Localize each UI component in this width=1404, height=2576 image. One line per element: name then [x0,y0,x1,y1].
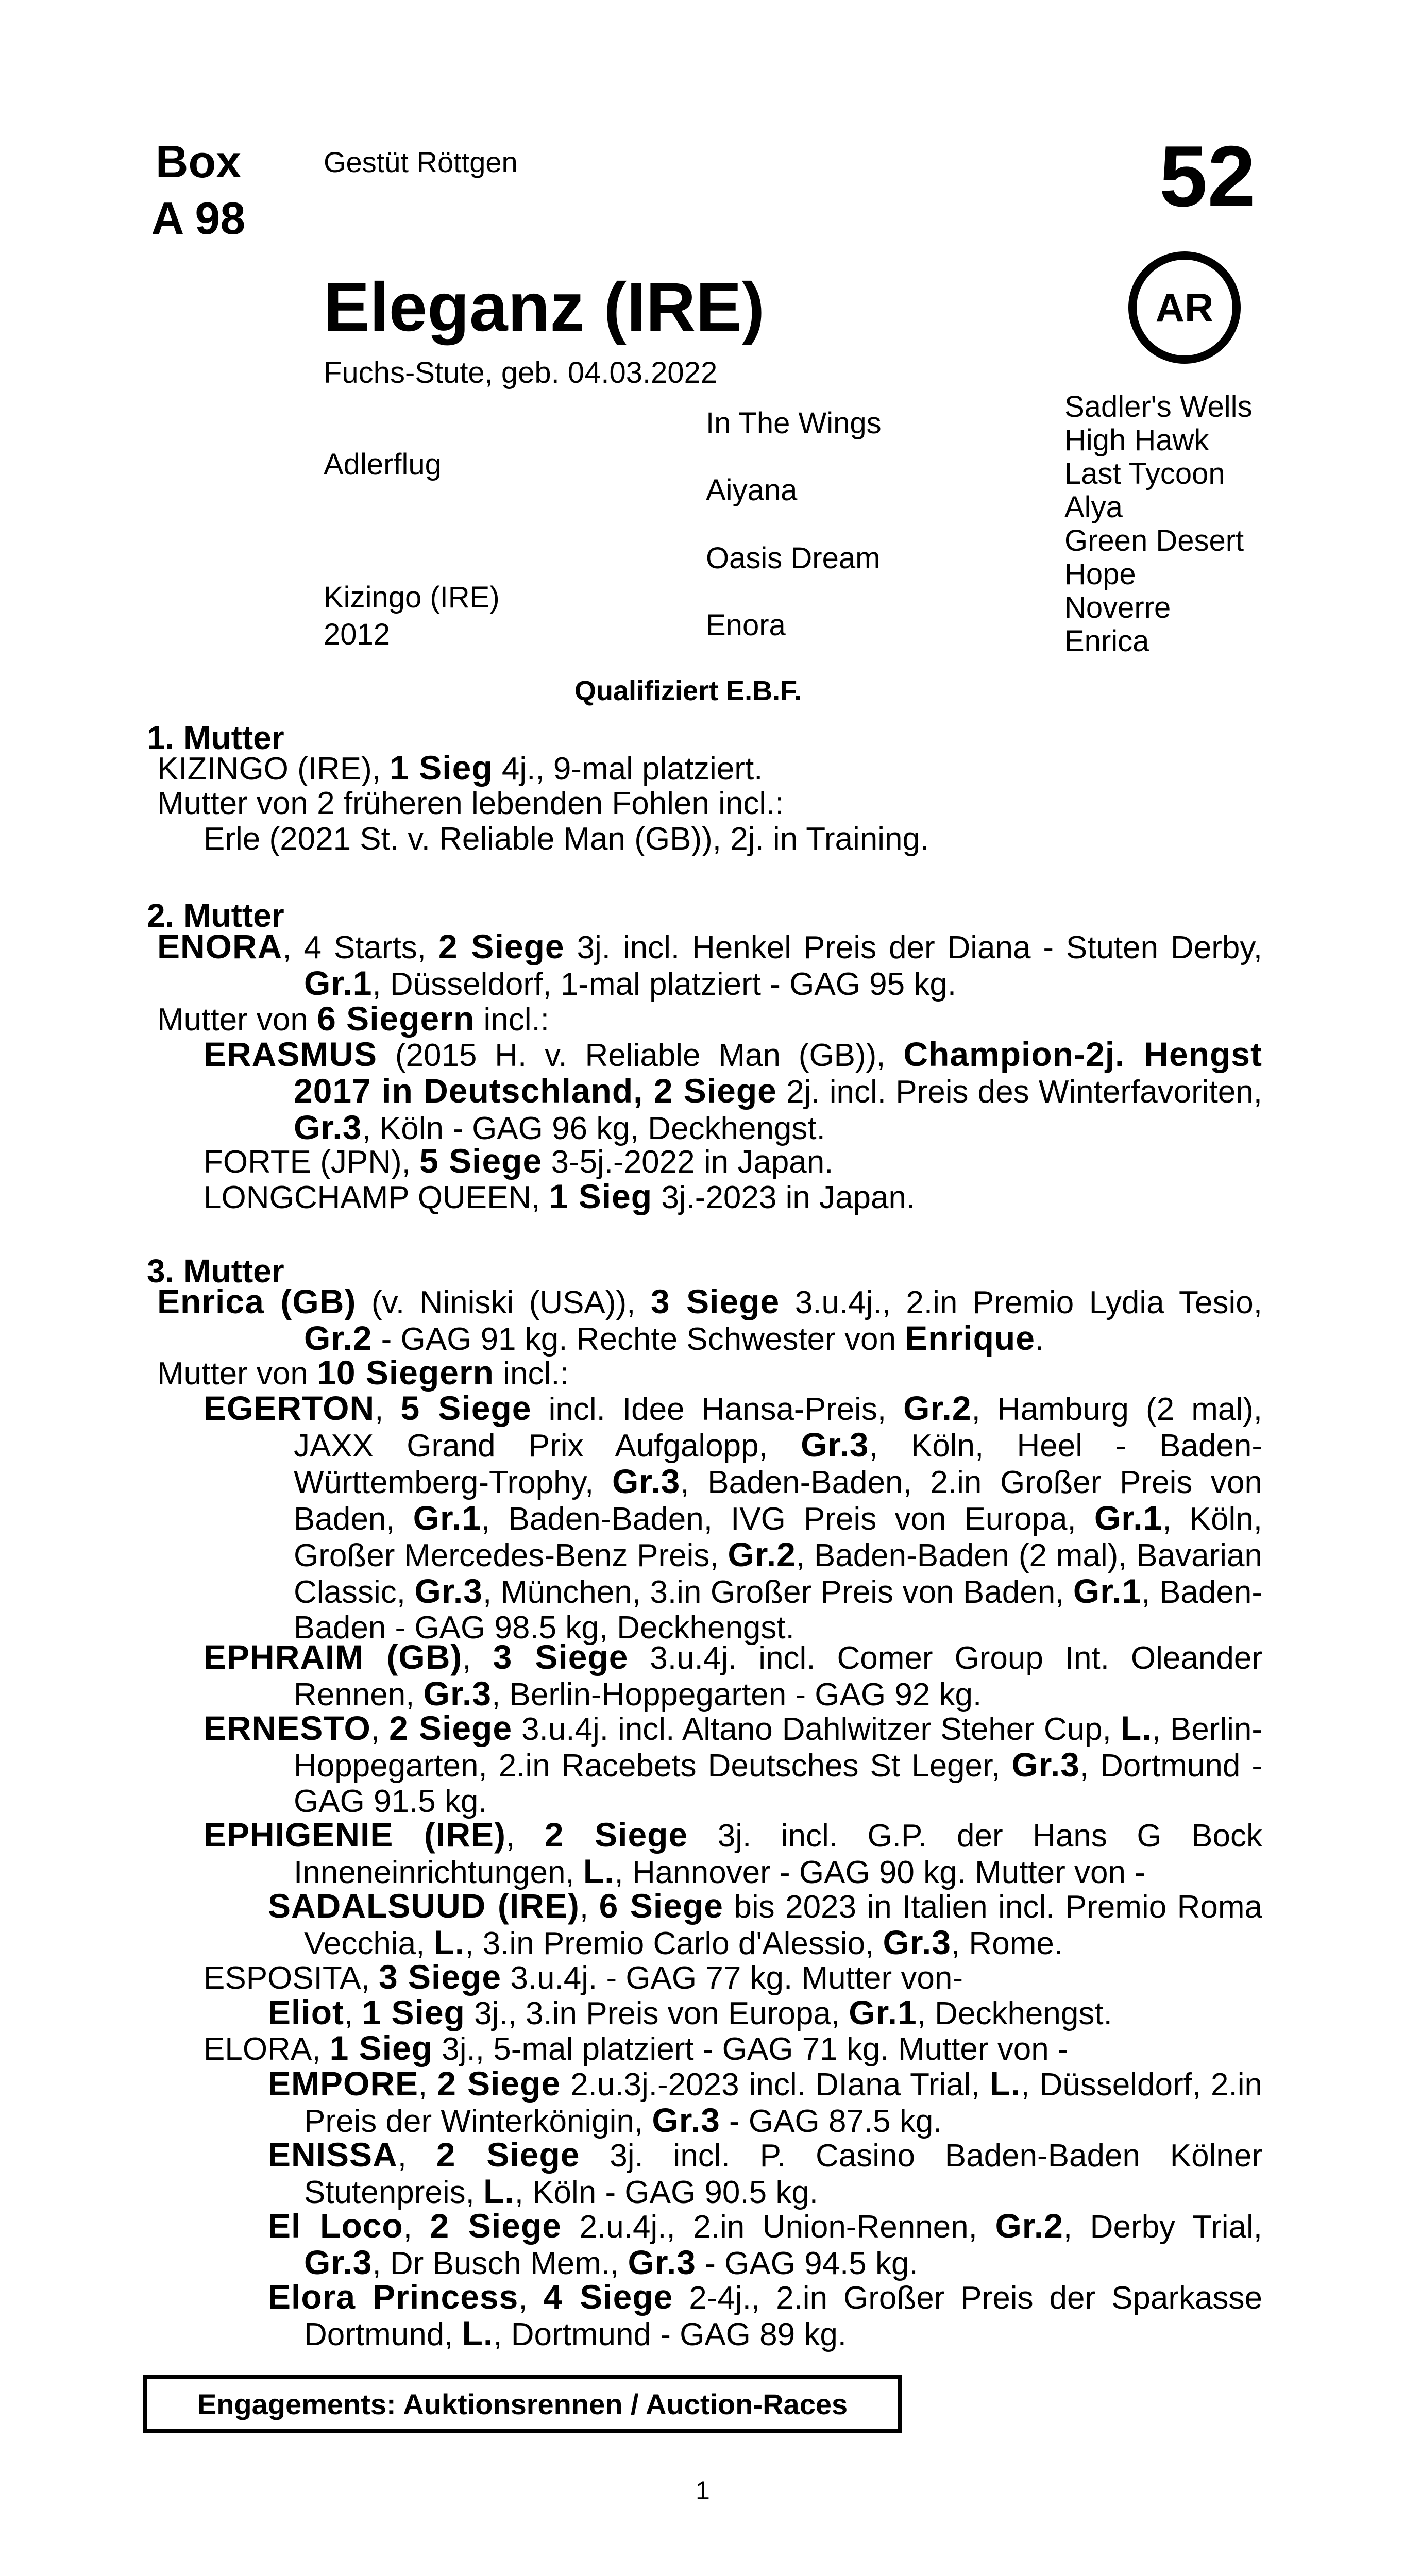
esposita-record: ESPOSITA, 3 Siege 3.u.4j. - GAG 77 kg. Mutter von- [204,1958,963,1996]
pedigree-grandparent: Oasis Dream [706,541,881,575]
el-loco-record: El Loco, 2 Siege 2.u.4j., 2.in Union-Rennen, Gr.2, Derby Trial, Gr.3, Dr Busch Mem., Gr.3 - GAG 94.5 kg. [268,2207,1262,2281]
enora-record: ENORA, 4 Starts, 2 Siege 3j. incl. Henkel Preis der Diana - Stuten Derby, Gr.1, Düsseldorf, 1-mal platziert - GAG 95 kg. [157,927,1262,1002]
section-title-third-dam: 3. Mutter [147,1252,284,1290]
third-dam-produce: Mutter von 10 Siegern incl.: [157,1353,569,1392]
pedigree-great-grandparent: Sadler's Wells [1064,390,1253,423]
pedigree-dam-year: 2012 [324,618,391,651]
pedigree-great-grandparent: Green Desert [1064,524,1244,557]
enrica-record: Enrica (GB) (v. Niniski (USA)), 3 Siege 3.u.4j., 2.in Premio Lydia Tesio, Gr.2 - GAG 91 kg. Rechte Schwester von Enrique. [157,1282,1262,1357]
second-dam-produce: Mutter von 6 Siegern incl.: [157,999,549,1038]
empore-record: EMPORE, 2 Siege 2.u.3j.-2023 incl. DIana Trial, L., Düsseldorf, 2.in Preis der Winterkönigin, Gr.3 - GAG 87.5 kg. [268,2064,1262,2139]
egerton-record: EGERTON, 5 Siege incl. Idee Hansa-Preis, Gr.2, Hamburg (2 mal), JAXX Grand Prix Aufgalopp, Gr.3, Köln, Heel - Baden-Württemberg-Trophy, Gr.3, Baden-Baden, 2.in Großer Preis von Baden, Gr.1, Baden-Baden, IVG Preis von Europa, Gr.1, Köln, Großer Mercedes-Benz Preis, Gr.2, Baden-Baden (2 mal), Bavarian Classic, Gr.3, München, 3.in Großer Preis von Baden, Gr.1, Baden-Baden - GAG 98.5 kg, Deckhengst. [204,1389,1263,1646]
first-dam-foal: Erle (2021 St. v. Reliable Man (GB)), 2j. in Training. [204,821,929,857]
breeder-name: Gestüt Röttgen [324,146,518,178]
section-title-second-dam: 2. Mutter [147,897,284,934]
section-title-first-dam: 1. Mutter [147,719,284,756]
ernesto-record: ERNESTO, 2 Siege 3.u.4j. incl. Altano Dahlwitzer Steher Cup, L., Berlin-Hoppegarten, 2.in Racebets Deutsches St Leger, Gr.3, Dortmund - GAG 91.5 kg. [204,1709,1262,1819]
lot-number: 52 [1159,128,1256,225]
pedigree-great-grandparent: Last Tycoon [1064,457,1225,490]
pedigree-great-grandparent: Alya [1064,490,1123,524]
longchamp-queen-record: LONGCHAMP QUEEN, 1 Sieg 3j.-2023 in Japan. [204,1177,916,1215]
engagements-box [143,2375,902,2433]
eliot-record: Eliot, 1 Sieg 3j., 3.in Preis von Europa, Gr.1, Deckhengst. [268,1993,1112,2031]
ephraim-record: EPHRAIM (GB), 3 Siege 3.u.4j. incl. Comer Group Int. Oleander Rennen, Gr.3, Berlin-Hoppegarten - GAG 92 kg. [204,1638,1262,1713]
elora-record: ELORA, 1 Sieg 3j., 5-mal platziert - GAG 71 kg. Mutter von - [204,2029,1069,2067]
pedigree-great-grandparent: Hope [1064,557,1136,591]
pedigree-grandparent: Enora [706,608,786,642]
pedigree-great-grandparent: Enrica [1064,624,1149,658]
qualification-note: Qualifiziert E.B.F. [574,675,802,706]
engagements-text: Engagements: Auktionsrennen / Auction-Races [197,2387,848,2420]
ar-badge [1128,251,1241,364]
first-dam-produce: Mutter von 2 früheren lebenden Fohlen incl.: [157,786,784,821]
box-number: A 98 [151,193,246,244]
horse-name: Eleganz (IRE) [324,269,765,346]
ephigenie-record: EPHIGENIE (IRE), 2 Siege 3j. incl. G.P. der Hans G Bock Inneneinrichtungen, L., Hannover - GAG 90 kg. Mutter von - [204,1816,1262,1890]
enissa-record: ENISSA, 2 Siege 3j. incl. P. Casino Baden-Baden Kölner Stutenpreis, L., Köln - GAG 90.5 kg. [268,2136,1262,2210]
pedigree-grandparent: Aiyana [706,473,798,507]
first-dam-record: KIZINGO (IRE), 1 Sieg 4j., 9-mal platziert. [157,749,763,787]
box-label: Box [155,136,242,187]
pedigree-sire: Adlerflug [324,448,442,481]
sadalsuud-record: SADALSUUD (IRE), 6 Siege bis 2023 in Italien incl. Premio Roma Vecchia, L., 3.in Premio Carlo d'Alessio, Gr.3, Rome. [268,1887,1263,1961]
horse-description: Fuchs-Stute, geb. 04.03.2022 [324,356,718,389]
pedigree-grandparent: In The Wings [706,406,882,440]
pedigree-dam: Kizingo (IRE) [324,581,500,614]
forte-record: FORTE (JPN), 5 Siege 3-5j.-2022 in Japan. [204,1142,834,1180]
erasmus-record: ERASMUS (2015 H. v. Reliable Man (GB)), Champion-2j. Hengst 2017 in Deutschland, 2 Siege 2j. incl. Preis des Winterfavoriten, Gr.3, Köln - GAG 96 kg, Deckhengst. [204,1035,1262,1146]
pedigree-great-grandparent: High Hawk [1064,423,1209,457]
page-number: 1 [696,2476,710,2505]
ar-badge-text: AR [1155,284,1214,330]
elora-princess-record: Elora Princess, 4 Siege 2-4j., 2.in Großer Preis der Sparkasse Dortmund, L., Dortmund - GAG 89 kg. [268,2278,1262,2352]
pedigree-great-grandparent: Noverre [1064,591,1171,624]
